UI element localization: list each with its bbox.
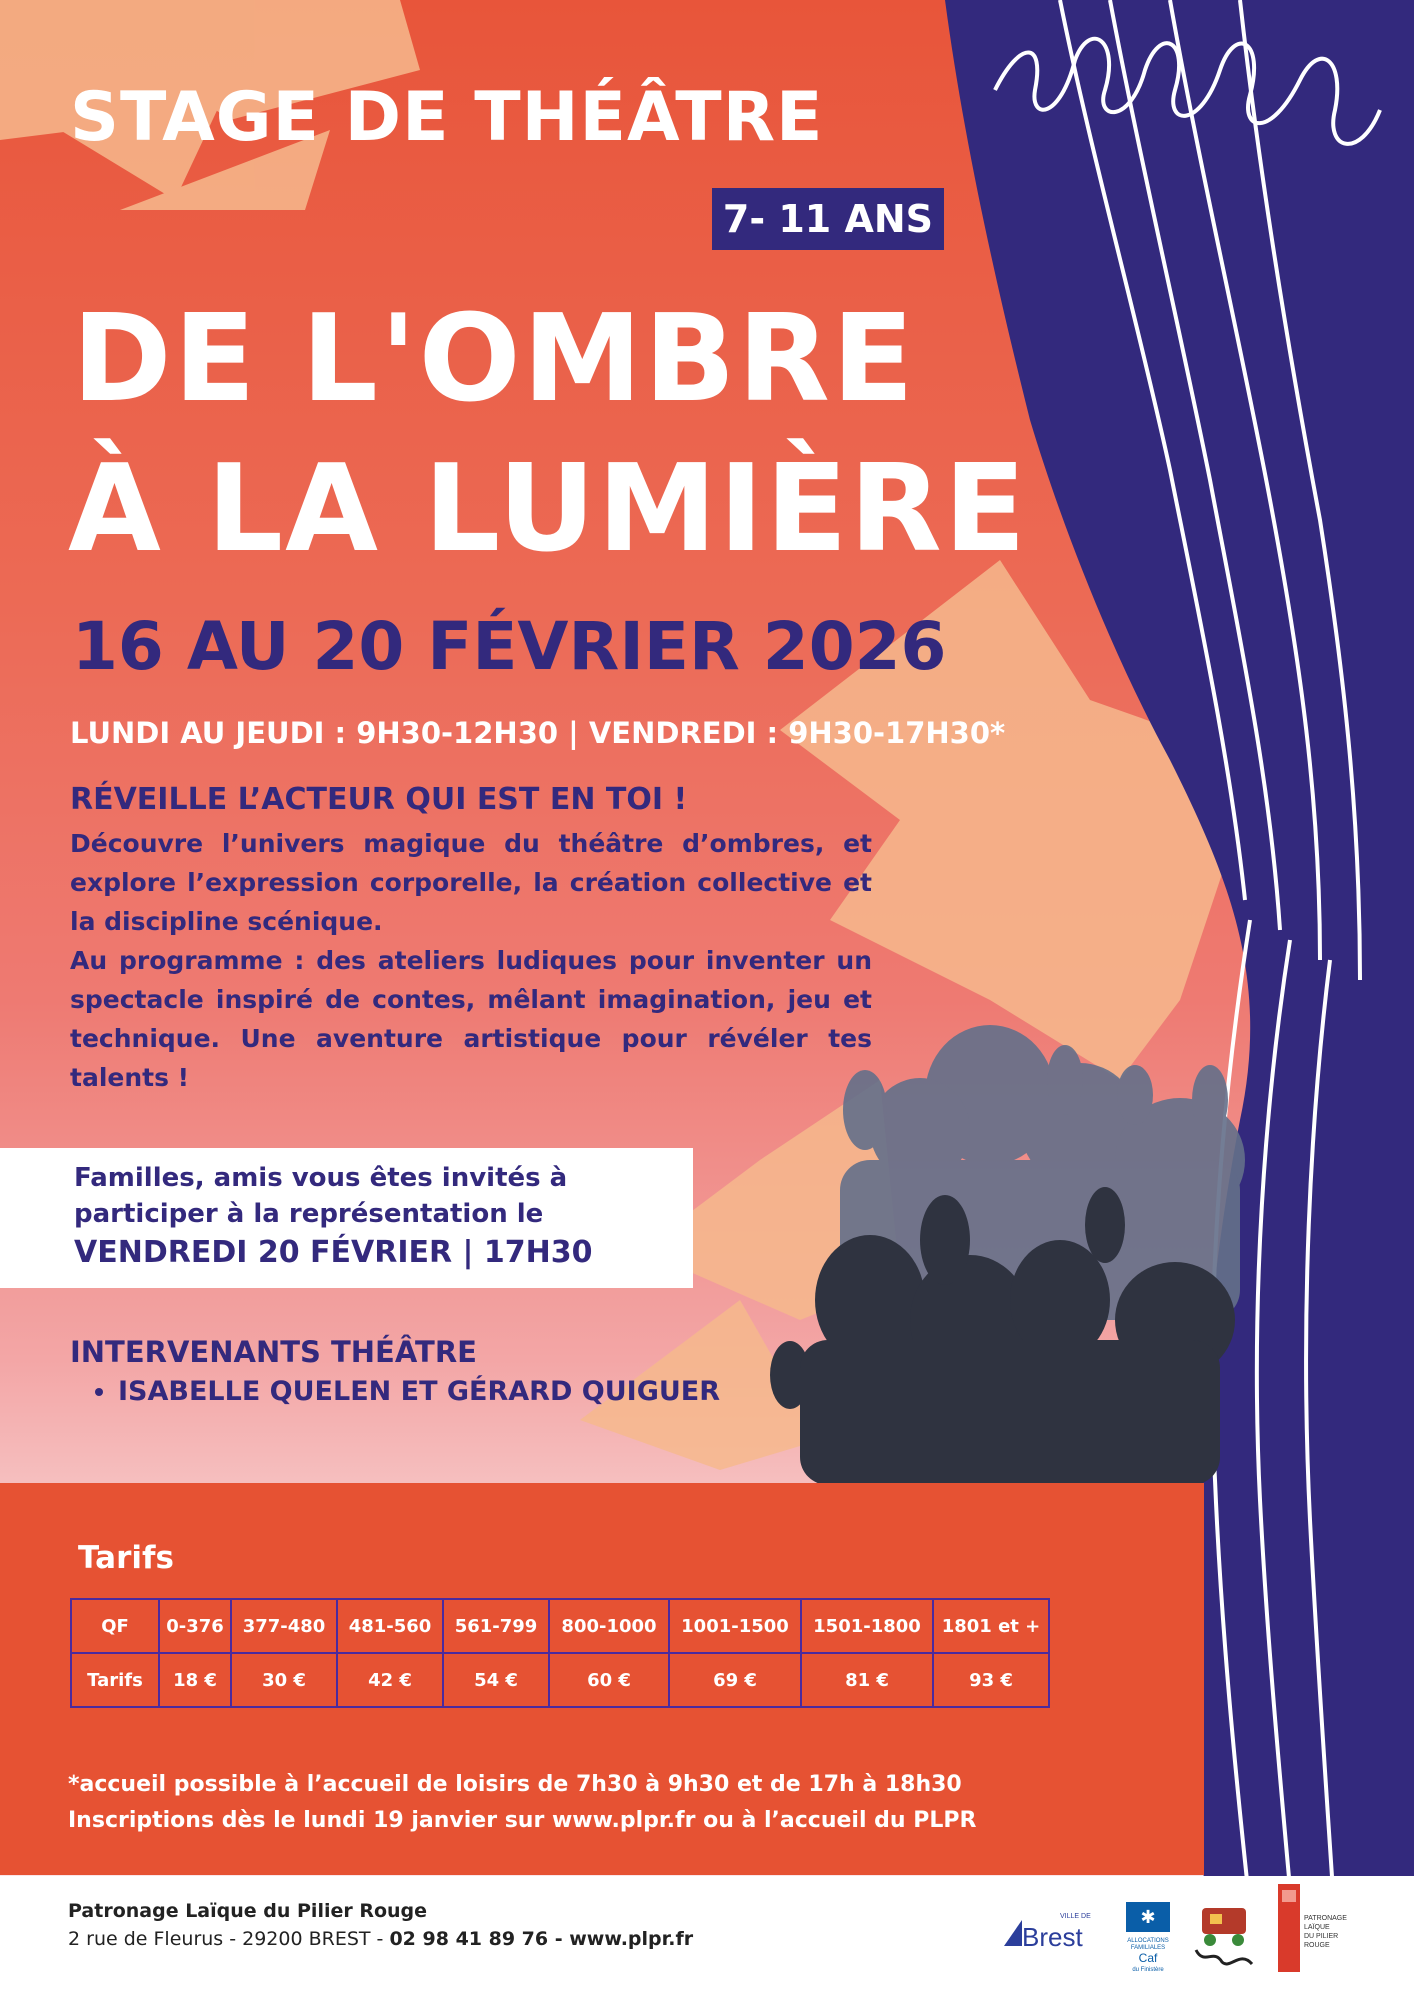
intervenant-item: • ISABELLE QUELEN ET GÉRARD QUIGUER: [118, 1376, 720, 1407]
table-cell: 377-480: [231, 1599, 337, 1653]
caf-logo-line3: Caf: [1138, 1951, 1158, 1965]
contact-separator: -: [548, 1928, 570, 1950]
theatre-group-logo: [1190, 1900, 1260, 1972]
snowflake-icon: ✱: [1140, 1907, 1156, 1928]
org-phone: 02 98 41 89 76: [389, 1928, 549, 1950]
intervenants-list: [92, 1376, 720, 1407]
caf-logo: [1118, 1900, 1178, 1980]
table-cell: 1001-1500: [669, 1599, 801, 1653]
table-cell: 93 €: [933, 1653, 1049, 1707]
plpr-logo: [1274, 1880, 1364, 1976]
table-cell: 1801 et +: [933, 1599, 1049, 1653]
stage-kicker: STAGE DE THÉÂTRE: [70, 78, 824, 157]
event-dates: 16 AU 20 FÉVRIER 2026: [72, 608, 947, 685]
table-row-qf: [71, 1599, 1049, 1653]
brest-logo-text: Brest: [1022, 1922, 1083, 1952]
caf-logo-line1: ALLOCATIONS: [1127, 1938, 1169, 1944]
tarifs-heading: Tarifs: [78, 1540, 174, 1576]
description-body: [70, 824, 872, 1097]
plpr-logo-line4: ROUGE: [1304, 1942, 1330, 1949]
plpr-logo-line1: PATRONAGE: [1304, 1915, 1347, 1922]
table-cell: 30 €: [231, 1653, 337, 1707]
tarif-table: [70, 1598, 1050, 1708]
description-paragraph-2: Au programme : des ateliers ludiques pour inventer un spectacle inspiré de contes, mêlant imagination, jeu et technique. Une aventure artistique pour révéler tes talents !: [70, 946, 872, 1092]
org-name: Patronage Laïque du Pilier Rouge: [68, 1900, 428, 1922]
caf-logo-line2: FAMILIALES: [1130, 1945, 1166, 1951]
table-cell: 561-799: [443, 1599, 549, 1653]
table-row-label: Tarifs: [71, 1653, 159, 1707]
main-title-line2: À LA LUMIÈRE: [68, 440, 1028, 579]
brest-logo: [1000, 1900, 1100, 1956]
table-cell: 18 €: [159, 1653, 231, 1707]
plpr-logo-line3: DU PILIER: [1304, 1933, 1339, 1940]
invitation-date: VENDREDI 20 FÉVRIER | 17H30: [74, 1235, 593, 1270]
description-paragraph-1: Découvre l’univers magique du théâtre d’ombres, et explore l’expression corporelle, la création collective et la discipline scénique.: [70, 829, 872, 936]
table-row-prices: [71, 1653, 1049, 1707]
table-cell: 800-1000: [549, 1599, 669, 1653]
table-row-label: QF: [71, 1599, 159, 1653]
table-cell: 0-376: [159, 1599, 231, 1653]
intervenants-title: INTERVENANTS THÉÂTRE: [70, 1335, 477, 1369]
table-cell: 60 €: [549, 1653, 669, 1707]
org-website: www.plpr.fr: [569, 1928, 694, 1950]
event-schedule: LUNDI AU JEUDI : 9H30-12H30 | VENDREDI : 9H30-17H30*: [70, 716, 1006, 750]
age-badge: 7- 11 ANS: [712, 188, 944, 250]
table-cell: 42 €: [337, 1653, 443, 1707]
plpr-logo-line2: LAÏQUE: [1304, 1924, 1330, 1931]
table-cell: 81 €: [801, 1653, 933, 1707]
invitation-text: Familles, amis vous êtes invités à participer à la représentation le: [74, 1163, 568, 1229]
description-tagline: RÉVEILLE L’ACTEUR QUI EST EN TOI !: [70, 782, 688, 817]
accueil-note: *accueil possible à l’accueil de loisirs de 7h30 à 9h30 et de 17h à 18h30: [68, 1772, 962, 1797]
table-cell: 54 €: [443, 1653, 549, 1707]
org-address: 2 rue de Fleurus - 29200 BREST -: [68, 1928, 390, 1950]
table-cell: 481-560: [337, 1599, 443, 1653]
main-title-line1: DE L'OMBRE: [72, 290, 916, 429]
brest-logo-small: VILLE DE: [1060, 1913, 1091, 1920]
org-contact: [68, 1928, 693, 1950]
table-cell: 69 €: [669, 1653, 801, 1707]
caf-logo-line4: du Finistère: [1132, 1967, 1164, 1973]
table-cell: 1501-1800: [801, 1599, 933, 1653]
inscriptions-note: Inscriptions dès le lundi 19 janvier sur www.plpr.fr ou à l’accueil du PLPR: [68, 1808, 977, 1833]
